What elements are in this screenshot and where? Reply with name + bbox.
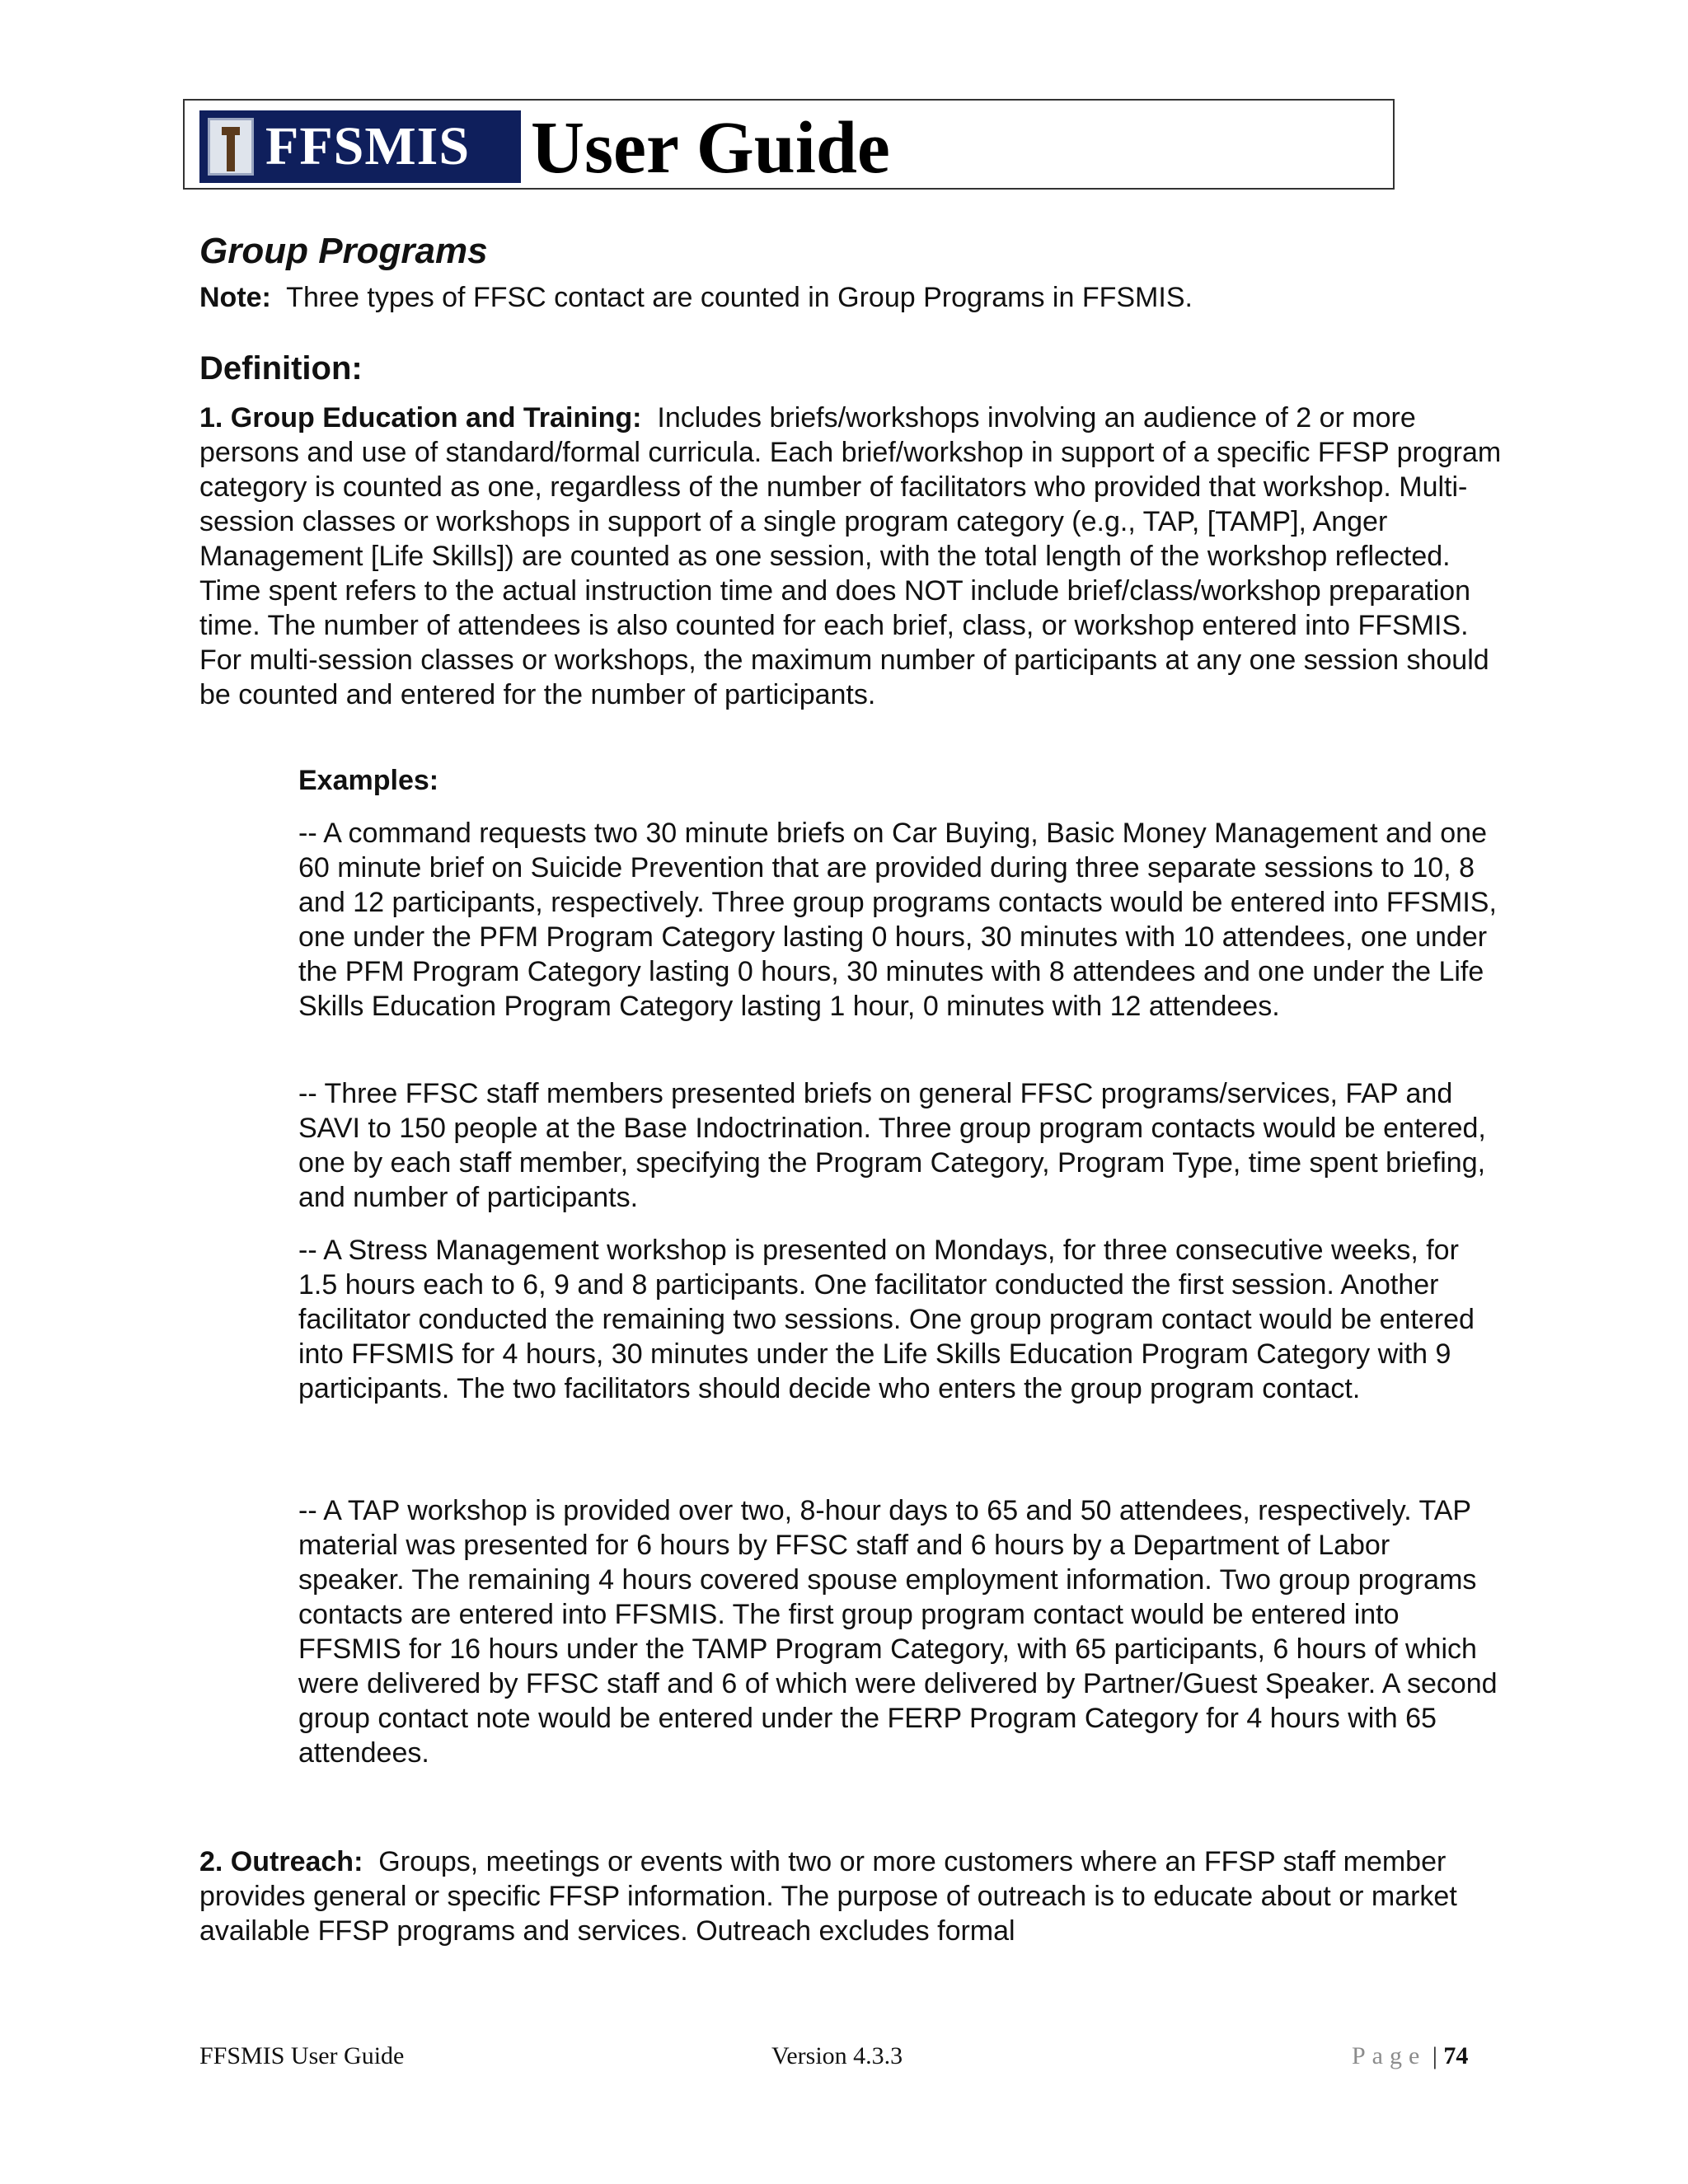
ffsmis-logo <box>199 110 521 183</box>
example-3: -- A Stress Management workshop is presented on Mondays, for three consecutive weeks, for 1.5 hours each to 6, 9 and 8 participants. One facilitator conducted the first session. Another facilitator conducted the remaining two sessions. One group program contact would be entered into FFSMIS for 4 hours, 30 minutes under the Life Skills Education Program Category with 9 participants. The two facilitators should decide who enters the group program contact. <box>298 1235 1475 1404</box>
outreach-label: 2. Outreach: <box>199 1846 363 1877</box>
footer-title: FFSMIS User Guide <box>199 2042 405 2069</box>
example-1: -- A command requests two 30 minute briefs on Car Buying, Basic Money Management and one 60 minute brief on Suicide Prevention that are provided during three separate sessions to 10, 8 and 12 participants, respectively. Three group programs contacts would be entered into FFSMIS, one under the PFM Program Category lasting 0 hours, 30 minutes with 10 attendees, one under the PFM Program Category lasting 0 hours, 30 minutes with 8 attendees and one under the Life Skills Education Program Category lasting 1 hour, 0 minutes with 12 attendees. <box>298 818 1497 1022</box>
page-number: 74 <box>1443 2042 1469 2069</box>
note-text: Three types of FFSC contact are counted in Group Programs in FFSMIS. <box>286 282 1193 313</box>
note-label: Note: <box>199 282 271 313</box>
logo-text: FFSMIS <box>265 116 471 176</box>
note <box>199 282 1193 314</box>
group-education-label: 1. Group Education and Training: <box>199 402 642 434</box>
examples-label: Examples: <box>298 765 439 796</box>
outreach-text: Groups, meetings or events with two or more customers where an FFSP staff member provides general or specific FFSP information. The purpose of outreach is to educate about or market available FFSP programs and services. Outreach excludes formal <box>199 1846 1457 1947</box>
group-education-paragraph <box>199 401 1502 712</box>
example-4: -- A TAP workshop is provided over two, 8-hour days to 65 and 50 attendees, respectively. TAP material was presented for 6 hours by FFSC staff and 6 hours by a Department of Labor speaker. The remaining 4 hours covered spouse employment information. Two group programs contacts are entered into FFSMIS. The first group program contact would be entered into FFSMIS for 16 hours under the TAMP Program Category, with 65 participants, 6 hours of which were delivered by FFSC staff and 6 of which were delivered by Partner/Guest Speaker. A second group contact note would be entered under the FERP Program Category for 4 hours with 65 attendees. <box>298 1495 1498 1769</box>
section-title: Group Programs <box>199 231 488 271</box>
outreach-paragraph <box>199 1844 1502 1948</box>
definition-heading: Definition: <box>199 350 363 387</box>
example-2: -- Three FFSC staff members presented briefs on general FFSC programs/services, FAP and SAVI to 150 people at the Base Indoctrination. Three group program contacts would be entered, one by each staff member, specifying the Program Category, Program Type, time spent briefing, and number of participants. <box>298 1078 1486 1213</box>
footer-page <box>1352 2042 1468 2070</box>
header-title: User Guide <box>531 107 890 189</box>
page-separator: | <box>1426 2042 1444 2069</box>
group-education-text: Includes briefs/workshops involving an audience of 2 or more persons and use of standard/formal curricula. Each brief/workshop in support of a specific FFSP program category is counted as one, regardless of the number of facilitators who provided that workshop. Multi-session classes or workshops in support of a single program category (e.g., TAP, [TAMP], Anger Management [Life Skills]) are counted as one session, with the total length of the workshop reflected. Time spent refers to the actual instruction time and does NOT include brief/class/workshop preparation time. The number of attendees is also counted for each brief, class, or workshop entered into FFSMIS. For multi-session classes or workshops, the maximum number of participants at any one session should be counted and entered for the number of participants. <box>199 402 1502 710</box>
footer-version: Version 4.3.3 <box>771 2042 903 2069</box>
header-box <box>183 99 1395 190</box>
logo-emblem-icon <box>208 118 254 176</box>
page-word: Page <box>1352 2042 1427 2069</box>
